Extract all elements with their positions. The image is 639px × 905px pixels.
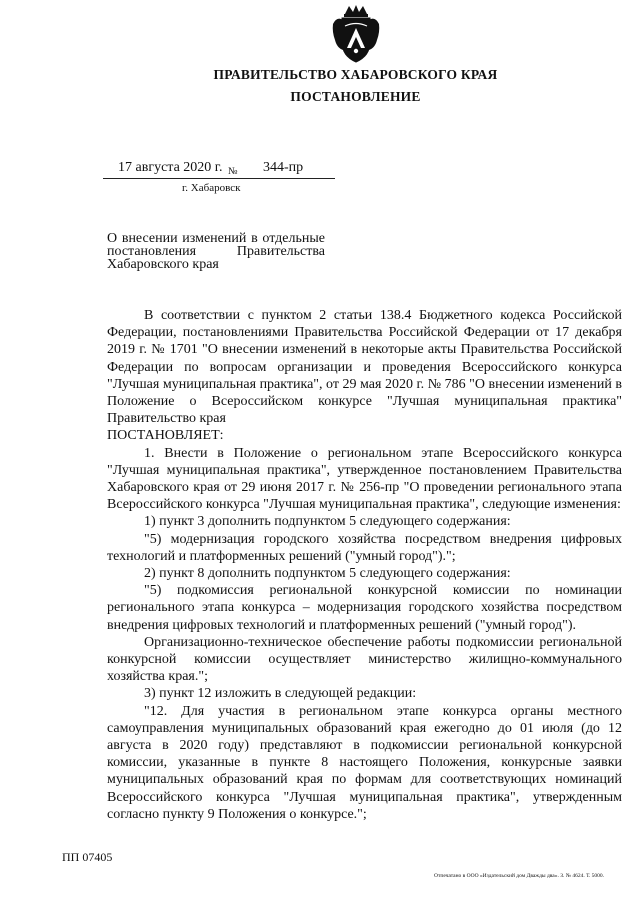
body-paragraph: "5) подкомиссия региональной конкурсной комиссии по номинации регионального этапа конкурса – модернизация городского хозяйства посредством внедрения цифровых технологий и платформенных решений ("умный город").	[107, 583, 622, 633]
document-date: 17 августа 2020 г.	[118, 160, 223, 175]
body-paragraph: Организационно-техническое обеспечение работы подкомиссии региональной конкурсной комиссии осуществляет министерство жилищно-коммунального хозяйства края.";	[107, 634, 622, 685]
date-underline	[103, 178, 335, 179]
coat-of-arms-icon	[331, 4, 381, 66]
body-paragraph-resolves: ПОСТАНОВЛЯЕТ:	[107, 428, 224, 444]
document-city: г. Хабаровск	[182, 182, 241, 194]
body-paragraph: "5) модернизация городского хозяйства посредством внедрения цифровых технологий и платформенных решений ("умный город").";	[107, 531, 622, 564]
body-paragraph: 1. Внести в Положение о региональном этапе Всероссийского конкурса "Лучшая муниципальная практика", утвержденное постановлением Правительства Хабаровского края от 29 июня 2017 г. № 256-пр "О проведении регионального этапа Всероссийского конкурса "Лучшая муниципальная практика", следующие изменения:	[107, 445, 622, 513]
document-number: 344-пр	[263, 160, 304, 175]
document-type: ПОСТАНОВЛЕНИЕ	[290, 89, 421, 104]
body-paragraph: 1) пункт 3 дополнить подпунктом 5 следующего содержания:	[144, 514, 511, 530]
document-subject: О внесении изменений в отдельные постановления Правительства Хабаровского края	[107, 231, 325, 272]
date-number-line	[118, 160, 303, 176]
body-paragraph: 3) пункт 12 изложить в следующей редакции:	[144, 686, 417, 702]
printer-note: Отпечатано в ООО «Издательский дом Дважды два». З. № 4624. Т. 5000.	[434, 873, 605, 879]
document-code: ПП 07405	[62, 850, 113, 864]
body-paragraph: В соответствии с пунктом 2 статьи 138.4 Бюджетного кодекса Российской Федерации, постановлениями Правительства Российской Федерации от 17 декабря 2019 г. № 1701 "О внесении изменений в некоторые акты Правительства Российской Федерации по вопросам организации и проведения Всероссийского конкурса "Лучшая муниципальная практика", от 29 мая 2020 г. № 786 "О внесении изменений в Положение о Всероссийском конкурсе "Лучшая муниципальная практика" Правительство края	[107, 308, 622, 427]
number-sign: №	[227, 166, 238, 177]
document-body	[107, 307, 622, 823]
government-name: ПРАВИТЕЛЬСТВО ХАБАРОВСКОГО КРАЯ	[213, 67, 498, 82]
body-paragraph: 2) пункт 8 дополнить подпунктом 5 следующего содержания:	[144, 566, 511, 582]
body-paragraph: "12. Для участия в региональном этапе конкурса органы местного самоуправления муниципальных образований края ежегодно до 01 июля (до 12 августа в 2020 году) представляют в подкомиссии региональной конкурсной комиссии, указанные в пункте 8 настоящего Положения, конкурсные заявки муниципальных образований края по формам для соответствующих номинаций Всероссийского конкурса "Лучшая муниципальная практика", утвержденным согласно пункту 9 Положения о конкурсе.";	[107, 703, 622, 822]
